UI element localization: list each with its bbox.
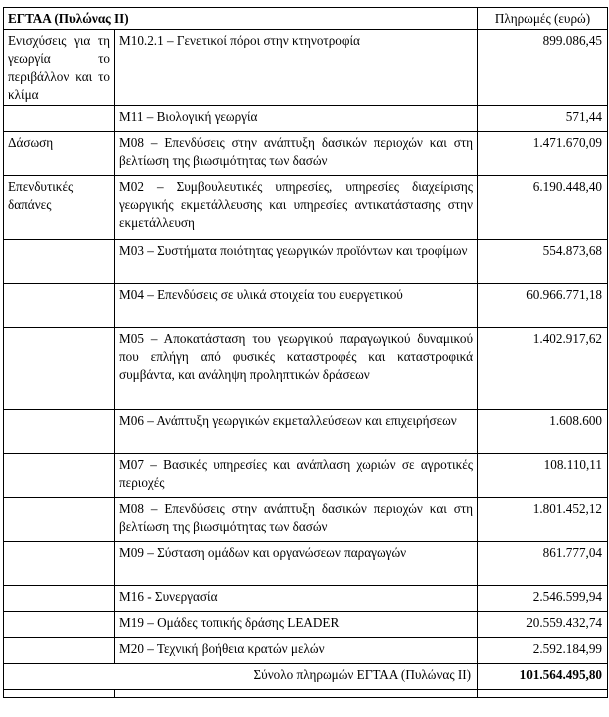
amount-cell: 1.402.917,62 bbox=[478, 328, 608, 410]
amount-column-header: Πληρωμές (ευρώ) bbox=[478, 8, 608, 30]
category-cell bbox=[4, 106, 115, 132]
category-cell: Ενισχύσεις για τη γεωργία το περιβάλλον και το κλίμα bbox=[4, 30, 115, 106]
category-cell bbox=[4, 284, 115, 328]
measure-cell: Μ05 – Αποκατάσταση του γεωργικού παραγωγικού δυναμικού που επλήγη από φυσικές καταστροφές και καταστροφικά συμβάντα, και ανάληψη προληπτικών δράσεων bbox=[115, 328, 478, 410]
table-row bbox=[4, 328, 608, 410]
table-row bbox=[4, 176, 608, 240]
measure-cell: Μ11 – Βιολογική γεωργία bbox=[115, 106, 478, 132]
table-row bbox=[4, 586, 608, 612]
amount-cell: 6.190.448,40 bbox=[478, 176, 608, 240]
amount-cell: 108.110,11 bbox=[478, 454, 608, 498]
table-row bbox=[4, 284, 608, 328]
measure-cell: Μ09 – Σύσταση ομάδων και οργανώσεων παραγωγών bbox=[115, 542, 478, 586]
category-cell bbox=[4, 542, 115, 586]
amount-cell: 1.608.600 bbox=[478, 410, 608, 454]
table-title: ΕΓΤΑΑ (Πυλώνας ΙΙ) bbox=[4, 8, 478, 30]
total-amount: 101.564.495,80 bbox=[478, 664, 608, 690]
measure-cell: Μ20 – Τεχνική βοήθεια κρατών μελών bbox=[115, 638, 478, 664]
amount-cell: 899.086,45 bbox=[478, 30, 608, 106]
empty-cell bbox=[115, 690, 478, 698]
table-row bbox=[4, 638, 608, 664]
amount-cell: 1.801.452,12 bbox=[478, 498, 608, 542]
amount-cell: 1.471.670,09 bbox=[478, 132, 608, 176]
amount-cell: 571,44 bbox=[478, 106, 608, 132]
measure-cell: Μ06 – Ανάπτυξη γεωργικών εκμεταλλεύσεων και επιχειρήσεων bbox=[115, 410, 478, 454]
table-row bbox=[4, 498, 608, 542]
measure-cell: Μ10.2.1 – Γενετικοί πόροι στην κτηνοτροφία bbox=[115, 30, 478, 106]
measure-cell: Μ19 – Ομάδες τοπικής δράσης LEADER bbox=[115, 612, 478, 638]
table-row bbox=[4, 30, 608, 106]
category-cell bbox=[4, 612, 115, 638]
table-row bbox=[4, 454, 608, 498]
table-row bbox=[4, 240, 608, 284]
total-row bbox=[4, 664, 608, 690]
amount-cell: 60.966.771,18 bbox=[478, 284, 608, 328]
category-cell: Επενδυτικές δαπάνες bbox=[4, 176, 115, 240]
table-row-empty bbox=[4, 690, 608, 698]
measure-cell: Μ04 – Επενδύσεις σε υλικά στοιχεία του ευεργετικού bbox=[115, 284, 478, 328]
measure-cell: Μ16 - Συνεργασία bbox=[115, 586, 478, 612]
measure-cell: Μ08 – Επενδύσεις στην ανάπτυξη δασικών περιοχών και στη βελτίωση της βιωσιμότητας των δασών bbox=[115, 498, 478, 542]
category-cell bbox=[4, 410, 115, 454]
amount-cell: 554.873,68 bbox=[478, 240, 608, 284]
category-cell bbox=[4, 498, 115, 542]
table-row bbox=[4, 410, 608, 454]
category-cell bbox=[4, 586, 115, 612]
category-cell: Δάσωση bbox=[4, 132, 115, 176]
measure-cell: Μ02 – Συμβουλευτικές υπηρεσίες, υπηρεσίες διαχείρισης γεωργικής εκμετάλλευσης και υπηρεσίες αντικατάστασης στην εκμετάλλευση bbox=[115, 176, 478, 240]
measure-cell: Μ03 – Συστήματα ποιότητας γεωργικών προϊόντων και τροφίμων bbox=[115, 240, 478, 284]
table-header-row bbox=[4, 8, 608, 30]
table-row bbox=[4, 542, 608, 586]
amount-cell: 2.546.599,94 bbox=[478, 586, 608, 612]
payments-table bbox=[3, 7, 608, 698]
category-cell bbox=[4, 454, 115, 498]
total-label: Σύνολο πληρωμών ΕΓΤΑΑ (Πυλώνας ΙΙ) bbox=[4, 664, 478, 690]
amount-cell: 861.777,04 bbox=[478, 542, 608, 586]
category-cell bbox=[4, 638, 115, 664]
category-cell bbox=[4, 240, 115, 284]
table-row bbox=[4, 612, 608, 638]
empty-cell bbox=[478, 690, 608, 698]
empty-cell bbox=[4, 690, 115, 698]
table-row bbox=[4, 106, 608, 132]
amount-cell: 2.592.184,99 bbox=[478, 638, 608, 664]
amount-cell: 20.559.432,74 bbox=[478, 612, 608, 638]
category-cell bbox=[4, 328, 115, 410]
table-row bbox=[4, 132, 608, 176]
measure-cell: Μ07 – Βασικές υπηρεσίες και ανάπλαση χωριών σε αγροτικές περιοχές bbox=[115, 454, 478, 498]
measure-cell: Μ08 – Επενδύσεις στην ανάπτυξη δασικών περιοχών και στη βελτίωση της βιωσιμότητας των δασών bbox=[115, 132, 478, 176]
